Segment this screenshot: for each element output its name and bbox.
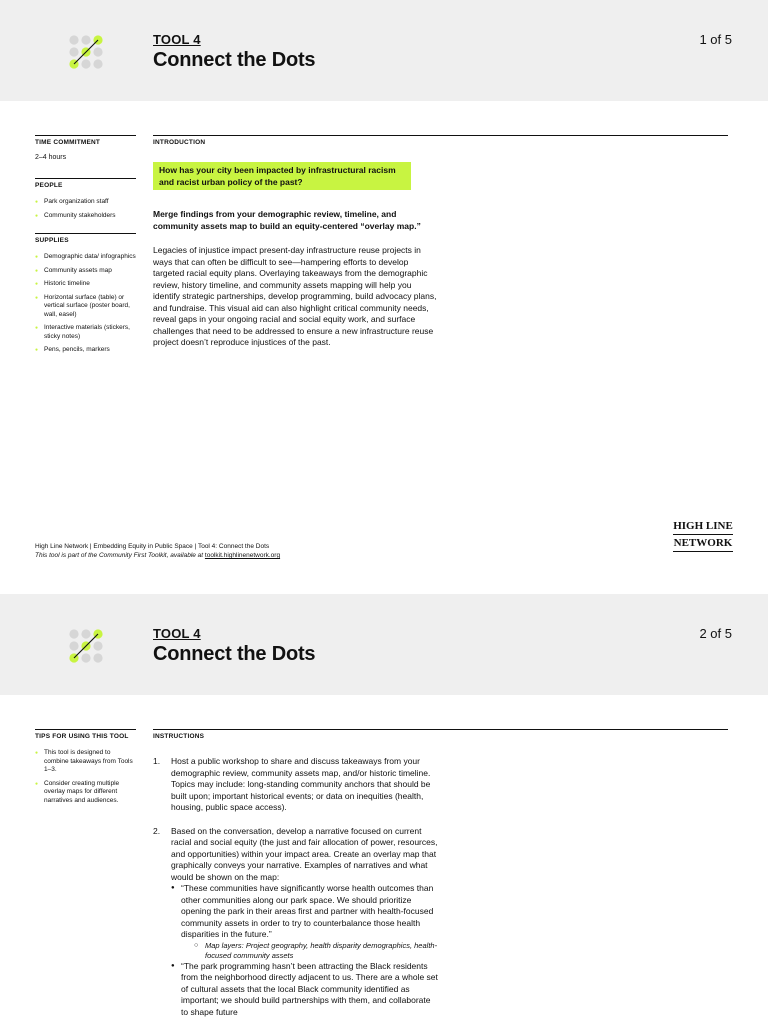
tips-list xyxy=(35,749,136,805)
instruction-step xyxy=(153,826,438,1019)
list-item: ● Horizontal surface (table) or vertical surface (poster board, wall, easel) xyxy=(35,294,136,320)
tips-heading: TIPS FOR USING THIS TOOL xyxy=(35,729,136,740)
page-header xyxy=(0,0,768,101)
step-text: Host a public workshop to share and discuss takeaways from your demographic review, community assets map, and/or historic timeline. Topics may include: long-standing community anchors that should be built upon; important historical events; or data on inequities (health, housing, public space access). xyxy=(171,756,431,812)
people-heading: PEOPLE xyxy=(35,178,136,189)
supplies-heading: SUPPLIES xyxy=(35,233,136,244)
sidebar xyxy=(35,135,136,360)
tool-label: TOOL 4 xyxy=(153,626,201,641)
toolkit-link[interactable]: toolkit.highlinenetwork.org xyxy=(204,552,281,559)
highlight-question: How has your city been impacted by infrastructural racism and racist urban policy of the past? xyxy=(153,162,411,190)
time-commitment-heading: TIME COMMITMENT xyxy=(35,135,136,146)
list-item: ● This tool is designed to combine takeaways from Tools 1–3. xyxy=(35,749,136,775)
lead-paragraph: Merge findings from your demographic review, timeline, and community assets map to build an equity-centered “overlay map.” xyxy=(153,209,421,231)
page-2 xyxy=(0,594,768,1024)
logo-line-2: NETWORK xyxy=(673,535,733,552)
high-line-network-logo xyxy=(673,518,733,552)
instruction-steps xyxy=(153,756,438,1018)
list-item: ● Historic timeline xyxy=(35,280,136,289)
dots-logo-icon xyxy=(68,628,104,664)
dots-logo-icon xyxy=(68,34,104,70)
footer-note xyxy=(35,551,280,560)
footer-note-text: This tool is part of the Community First Toolkit, available at xyxy=(35,552,205,559)
tool-label: TOOL 4 xyxy=(153,32,201,47)
page-number: 1 of 5 xyxy=(699,32,732,47)
instructions-heading: INSTRUCTIONS xyxy=(153,729,728,740)
instruction-step xyxy=(153,756,438,814)
main-content xyxy=(153,135,728,349)
list-item: ● Pens, pencils, markers xyxy=(35,346,136,355)
time-commitment-value: 2–4 hours xyxy=(35,154,67,161)
step-number: 1. xyxy=(153,756,161,766)
list-item: ● Park organization staff xyxy=(35,198,136,207)
logo-line-1: HIGH LINE xyxy=(673,518,733,535)
main-content xyxy=(153,729,728,1030)
page-title: Connect the Dots xyxy=(153,643,316,665)
footer-citation: High Line Network | Embedding Equity in Public Space | Tool 4: Connect the Dots xyxy=(35,543,270,550)
example-list xyxy=(171,883,438,1018)
list-item: ● Demographic data/ infographics xyxy=(35,253,136,262)
page-header xyxy=(0,594,768,695)
sidebar xyxy=(35,729,136,810)
footer xyxy=(35,542,280,560)
step-text: Based on the conversation, develop a narrative focused on current racial and social equity (the just and fair allocation of power, resources, and opportunities) within your impact area. Create an overlay map that graphically conveys your narrative. Examples of narratives and what would be shown on the map: xyxy=(171,825,438,882)
list-item: ● Interactive materials (stickers, sticky notes) xyxy=(35,324,136,341)
step-number: 2. xyxy=(153,825,161,836)
list-item: ● Consider creating multiple overlay maps for different narratives and audiences. xyxy=(35,780,136,806)
intro-paragraph: Legacies of injustice impact present-day infrastructure reuse projects in ways that can often be difficult to see—hampering efforts to develop targeted racial equity plans. Overlaying takeaways from the demographic review, history timeline, and community assets mapping will help you identify strategic partnerships, develop programming, build advocacy plans, and fundraise. This visual aid can also highlight critical community needs, reveal gaps in your ongoing racial and social equity work, and surface challenges that need to be addressed to ensure a new infrastructure reuse project doesn’t reproduce injustices of the past. xyxy=(153,245,437,347)
step-body xyxy=(171,826,438,1019)
list-item: ● Community assets map xyxy=(35,267,136,276)
example-item xyxy=(171,883,438,961)
page-title: Connect the Dots xyxy=(153,49,316,71)
supplies-list xyxy=(35,253,136,355)
people-list xyxy=(35,198,136,220)
list-item: ● Community stakeholders xyxy=(35,212,136,221)
example-item xyxy=(171,961,438,1019)
map-layers-note: ○ Map layers: Project geography, health disparity demographics, health-focused community assets xyxy=(181,941,438,961)
example-text: “The park programming hasn’t been attracting the Black residents from the neighborhood directly adjacent to us. There are a whole set of cultural assets that the local Black community identified as important; we should build partnerships with them, and collaborate to shape future xyxy=(181,960,438,1017)
example-text: “These communities have significantly worse health outcomes than other communities along our park space. We should prioritize opening the park in their areas first and partner with health-focused community assets in order to try to counterbalance those health disparities in the future.” xyxy=(181,883,434,939)
introduction-heading: INTRODUCTION xyxy=(153,135,728,146)
page-number: 2 of 5 xyxy=(699,626,732,641)
